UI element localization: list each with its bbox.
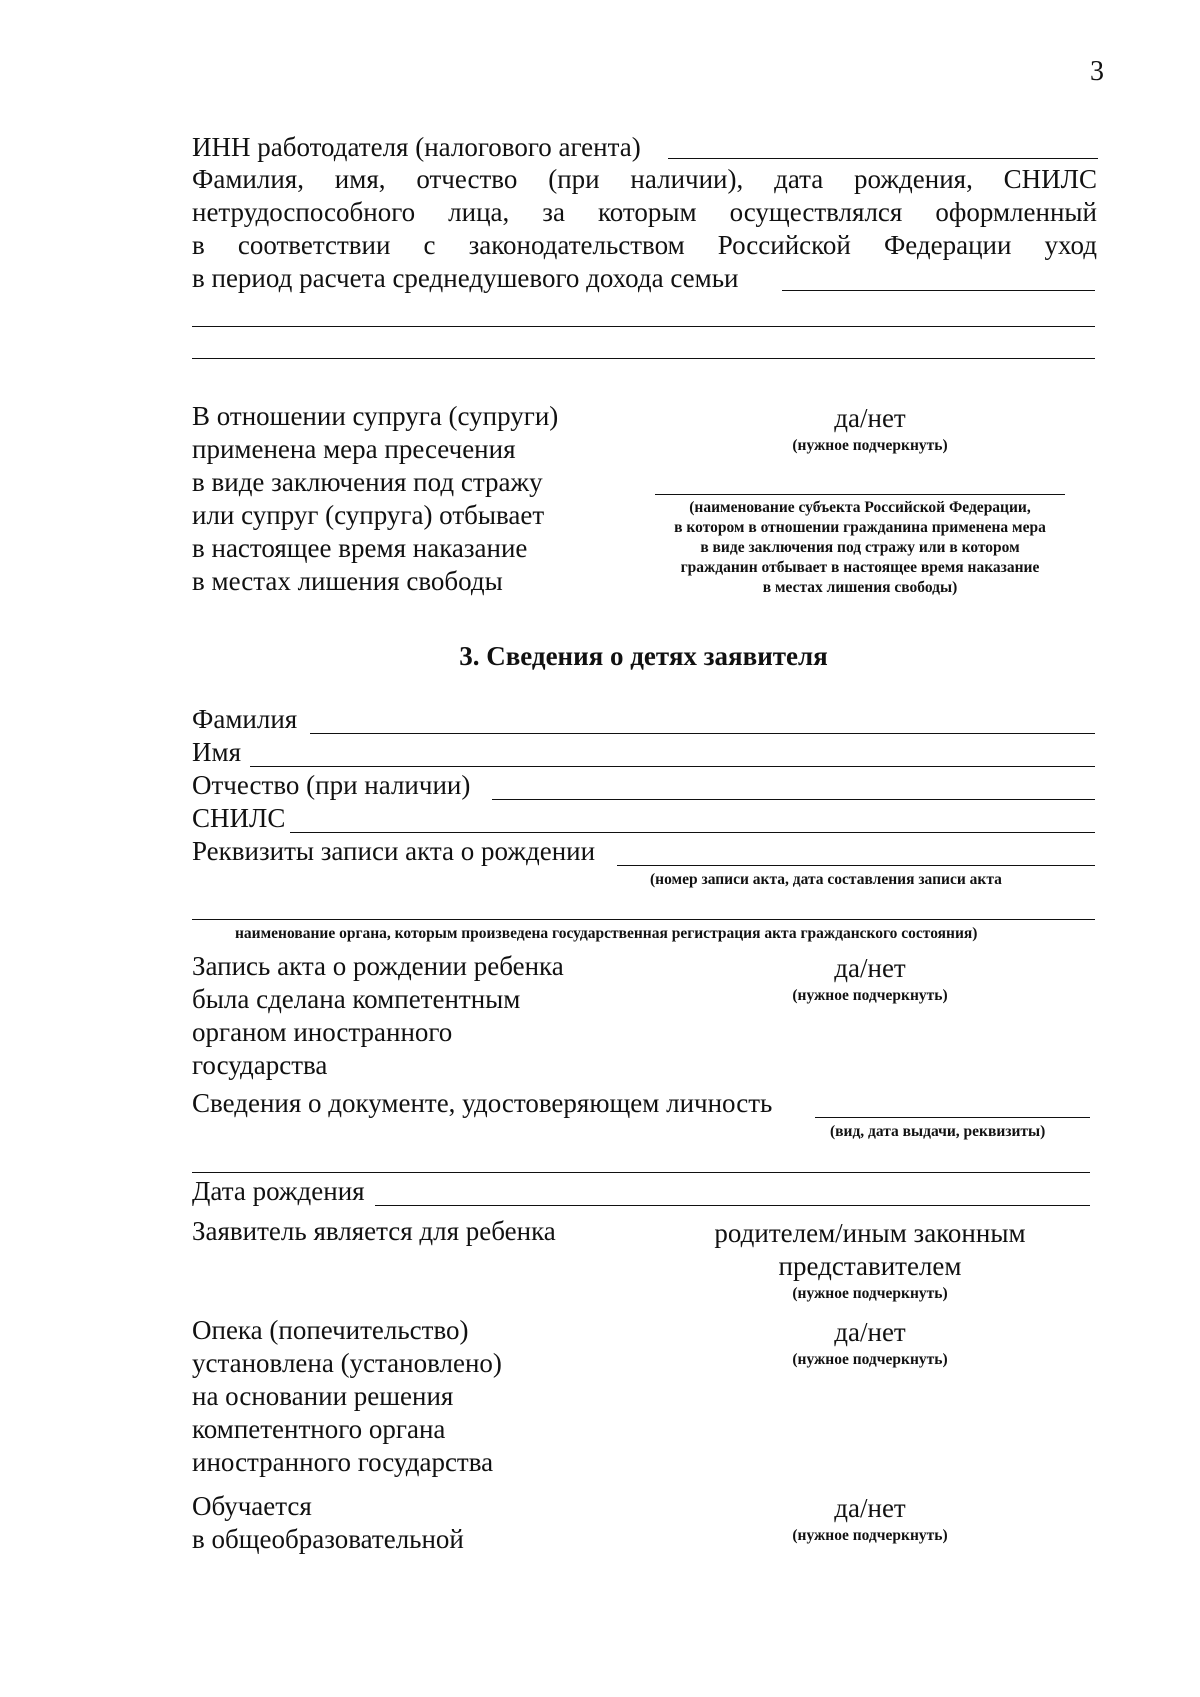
foreign-record-line: была сделана компетентным [192, 984, 521, 1014]
spouse-region-hint-line: в котором в отношении гражданина применена мера [674, 519, 1046, 536]
spouse-question-line: или супруг (супруга) отбывает [192, 500, 545, 530]
guardianship-line: на основании решения [192, 1381, 454, 1411]
care-paragraph-line-3: в соответствии с законодательством Российской Федерации уход [192, 230, 1097, 260]
spouse-question-line: в местах лишения свободы [192, 566, 503, 596]
registry-organ-field[interactable] [192, 919, 1095, 920]
applicant-relation-choice-line-2[interactable]: представителем [778, 1251, 962, 1281]
spouse-question-line: в настоящее время наказание [192, 533, 528, 563]
foreign-record-line: государства [192, 1050, 328, 1080]
child-patronymic-label: Отчество (при наличии) [192, 770, 471, 800]
employer-inn-label: ИНН работодателя (налогового агента) [192, 132, 641, 162]
care-paragraph-line-1: Фамилия, имя, отчество (при наличии), дата рождения, СНИЛС [192, 164, 1097, 194]
spouse-question-line: в виде заключения под стражу [192, 467, 543, 497]
care-paragraph-line-2: нетрудоспособного лица, за которым осуществлялся оформленный [192, 197, 1097, 227]
child-patronymic-field[interactable] [492, 799, 1095, 800]
education-choice-hint: (нужное подчеркнуть) [792, 1527, 948, 1544]
guardianship-line: компетентного органа [192, 1414, 446, 1444]
birth-record-hint: (номер записи акта, дата составления записи акта [650, 871, 1002, 888]
guardianship-yes-no-choice[interactable]: да/нет [834, 1317, 906, 1347]
id-document-label: Сведения о документе, удостоверяющем личность [192, 1088, 773, 1118]
id-document-field-line-2[interactable] [192, 1172, 1090, 1173]
registry-organ-hint: наименование органа, которым произведена государственная регистрация акта гражданского состояния) [235, 925, 978, 942]
foreign-record-line: органом иностранного [192, 1017, 453, 1047]
spouse-region-hint-line: в местах лишения свободы) [762, 579, 958, 596]
care-person-field-line-2[interactable] [192, 326, 1095, 327]
guardianship-choice-hint: (нужное подчеркнуть) [792, 1351, 948, 1368]
spouse-choice-hint: (нужное подчеркнуть) [792, 437, 948, 454]
foreign-record-yes-no-choice[interactable]: да/нет [834, 953, 906, 983]
id-document-field[interactable] [815, 1117, 1090, 1118]
education-yes-no-choice[interactable]: да/нет [834, 1493, 906, 1523]
care-person-field-line-3[interactable] [192, 358, 1095, 359]
spouse-region-hint-line: в виде заключения под стражу или в котором [700, 539, 1020, 556]
applicant-relation-label: Заявитель является для ребенка [192, 1216, 556, 1246]
spouse-question-line: В отношении супруга (супруги) [192, 401, 559, 431]
child-surname-field[interactable] [310, 733, 1095, 734]
care-paragraph-line-4: в период расчета среднедушевого дохода семьи [192, 263, 739, 293]
birth-record-label: Реквизиты записи акта о рождении [192, 836, 596, 866]
employer-inn-field[interactable] [668, 158, 1098, 159]
section-3-title: 3. Сведения о детях заявителя [459, 641, 828, 671]
foreign-record-choice-hint: (нужное подчеркнуть) [792, 987, 948, 1004]
child-snils-label: СНИЛС [192, 803, 286, 833]
child-name-field[interactable] [250, 766, 1095, 767]
child-snils-field[interactable] [290, 832, 1095, 833]
child-surname-label: Фамилия [192, 704, 298, 734]
spouse-yes-no-choice[interactable]: да/нет [834, 403, 906, 433]
child-name-label: Имя [192, 737, 242, 767]
applicant-relation-choice[interactable]: родителем/иным законным [714, 1218, 1026, 1248]
foreign-record-line: Запись акта о рождении ребенка [192, 951, 564, 981]
guardianship-line: установлена (установлено) [192, 1348, 502, 1378]
education-line: в общеобразовательной [192, 1524, 464, 1554]
care-person-field[interactable] [782, 290, 1095, 291]
birth-date-field[interactable] [375, 1205, 1090, 1206]
spouse-question-line: применена мера пресечения [192, 434, 516, 464]
spouse-region-hint-line: гражданин отбывает в настоящее время наказание [680, 559, 1040, 576]
birth-record-field[interactable] [617, 865, 1095, 866]
spouse-region-hint-line: (наименование субъекта Российской Федерации, [689, 499, 1031, 516]
page-number: 3 [1090, 56, 1104, 87]
applicant-relation-hint: (нужное подчеркнуть) [792, 1285, 948, 1302]
guardianship-line: иностранного государства [192, 1447, 494, 1477]
education-line: Обучается [192, 1491, 312, 1521]
id-document-hint: (вид, дата выдачи, реквизиты) [830, 1123, 1046, 1140]
birth-date-label: Дата рождения [192, 1176, 365, 1206]
spouse-region-field[interactable] [655, 494, 1065, 495]
guardianship-line: Опека (попечительство) [192, 1315, 469, 1345]
